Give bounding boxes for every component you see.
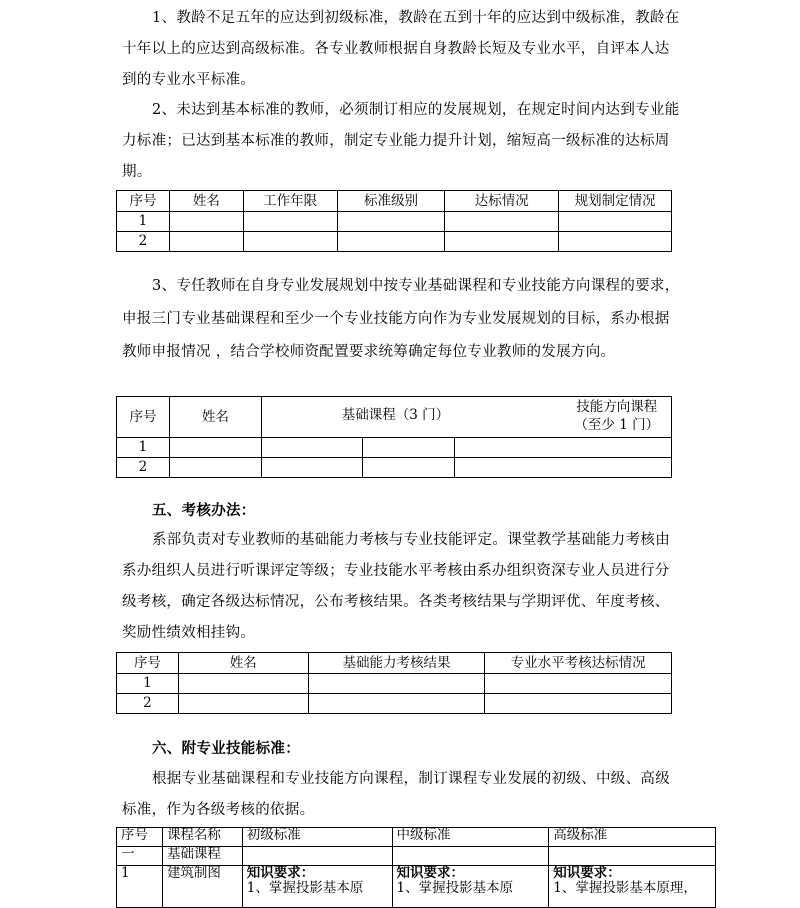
table-row	[117, 694, 672, 714]
row-number: 一	[117, 847, 163, 866]
table-teacher-standards	[116, 190, 672, 252]
header-cell: 序号	[117, 397, 170, 438]
row-number: 1	[117, 866, 163, 908]
header-cell: 序号	[117, 653, 179, 674]
header-cell: 课程名称	[162, 828, 242, 847]
header-cell: 规划制定情况	[559, 191, 672, 212]
row-number: 1	[117, 212, 170, 232]
table-row	[117, 212, 672, 232]
header-cell: 中级标准	[392, 828, 549, 847]
header-cell: 标准级别	[337, 191, 445, 212]
header-cell: 高级标准	[549, 828, 716, 847]
intermediate-standard-cell: 知识要求： 1、掌握投影基本原	[392, 866, 549, 908]
table-skill-standards	[116, 827, 716, 908]
advanced-standard-cell: 知识要求： 1、掌握投影基本原理，	[549, 866, 716, 908]
basic-standard-cell: 知识要求： 1、掌握投影基本原	[242, 866, 392, 908]
paragraph-2: 2、未达到基本标准的教师，必须制订相应的发展规划，在规定时间内达到专业能力标准；已达到基本标准的教师，制定专业能力提升计划，缩短高一级标准的达标周期。	[122, 102, 680, 180]
row-number: 2	[117, 694, 179, 714]
header-cell: 序号	[117, 828, 163, 847]
paragraph-3: 3、专任教师在自身专业发展规划中按专业基础课程和专业技能方向课程的要求，申报三门专业基础课程和至少一个专业技能方向作为专业发展规划的目标，系办根据教师申报情况 ，结合学校师资配置要求统筹确定每位专业教师的发展方向。	[122, 278, 680, 360]
section-heading-6: 六、附专业技能标准：	[152, 740, 300, 757]
header-cell: 姓名	[169, 191, 243, 212]
table-row	[117, 847, 716, 866]
header-cell: 序号	[117, 191, 170, 212]
header-cell: 基础课程（3 门）	[341, 407, 450, 423]
header-cell: 技能方向课程 （至少 1 门）	[574, 399, 660, 433]
table-course-selection	[116, 396, 672, 478]
course-category: 基础课程	[162, 847, 242, 866]
row-number: 1	[117, 438, 170, 458]
header-cell: 工作年限	[243, 191, 337, 212]
row-number: 1	[117, 674, 179, 694]
table-row	[117, 438, 672, 458]
header-cell: 初级标准	[242, 828, 392, 847]
header-cell: 基础能力考核结果	[308, 653, 485, 674]
header-cell: 姓名	[178, 653, 308, 674]
header-cell: 专业水平考核达标情况	[485, 653, 672, 674]
section-heading-5: 五、考核办法：	[152, 502, 256, 519]
table-row	[117, 232, 672, 252]
table-row	[117, 458, 672, 478]
table-row	[117, 866, 716, 908]
row-number: 2	[117, 458, 170, 478]
table-row	[117, 674, 672, 694]
header-cell: 达标情况	[445, 191, 559, 212]
course-name: 建筑制图	[162, 866, 242, 908]
paragraph-5: 根据专业基础课程和专业技能方向课程，制订课程专业发展的初级、中级、高级标准，作为各级考核的依据。	[122, 771, 670, 818]
paragraph-4: 系部负责对专业教师的基础能力考核与专业技能评定。课堂教学基础能力考核由系办组织人员进行听课评定等级；专业技能水平考核由系办组织资深专业人员进行分级考核，确定各级达标情况，公布考核结果。各类考核结果与学期评优、年度考核、奖励性绩效相挂钩。	[122, 532, 670, 641]
table-assessment	[116, 652, 672, 714]
paragraph-1: 1、教龄不足五年的应达到初级标准，教龄在五到十年的应达到中级标准，教龄在十年以上的应达到高级标准。各专业教师根据自身教龄长短及专业水平，自评本人达到的专业水平标准。	[122, 10, 680, 88]
row-number: 2	[117, 232, 170, 252]
header-cell: 姓名	[169, 397, 261, 438]
